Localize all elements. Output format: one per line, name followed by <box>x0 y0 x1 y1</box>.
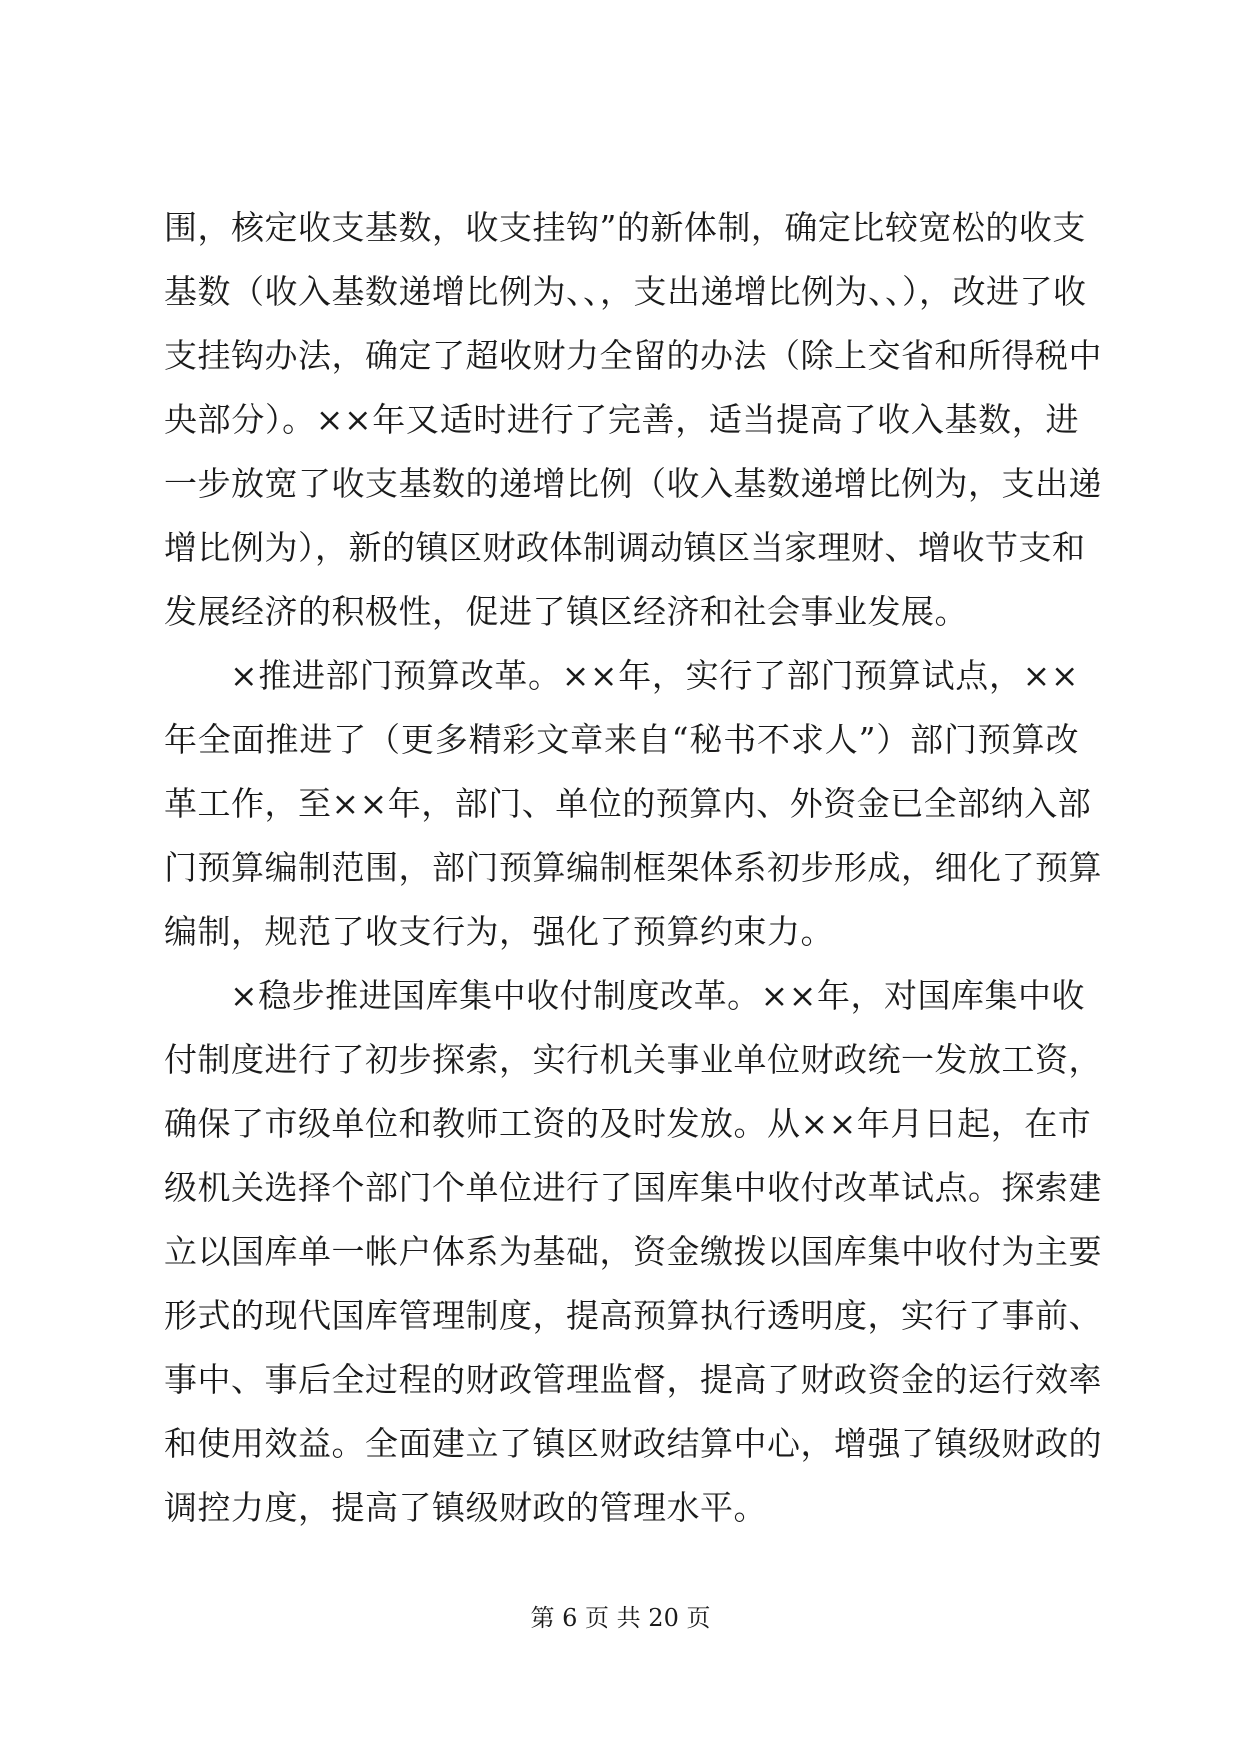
text-line: 形式的现代国库管理制度，提高预算执行透明度，实行了事前、 <box>164 1296 1102 1335</box>
text-line: 事中、事后全过程的财政管理监督，提高了财政资金的运行效率 <box>164 1360 1102 1399</box>
text-line: 支挂钩办法，确定了超收财力全留的办法（除上交省和所得税中 <box>164 336 1102 375</box>
document-body <box>164 196 1102 1540</box>
text-line: 编制，规范了收支行为，强化了预算约束力。 <box>164 912 834 951</box>
text-line: 级机关选择个部门个单位进行了国库集中收付改革试点。探索建 <box>164 1168 1102 1207</box>
text-line: 发展经济的积极性，促进了镇区经济和社会事业发展。 <box>164 592 968 631</box>
paragraph-3 <box>164 964 1102 1540</box>
text-line: 年全面推进了（更多精彩文章来自“秘书不求人”）部门预算改 <box>164 720 1079 759</box>
text-line: 围，核定收支基数，收支挂钩”的新体制，确定比较宽松的收支 <box>164 208 1086 247</box>
text-line: 一步放宽了收支基数的递增比例（收入基数递增比例为，支出递 <box>164 464 1102 503</box>
text-line: 门预算编制范围，部门预算编制框架体系初步形成，细化了预算 <box>164 848 1102 887</box>
text-line: ×稳步推进国库集中收付制度改革。××年，对国库集中收 <box>230 976 1085 1015</box>
paragraph-1 <box>164 196 1102 644</box>
paragraph-2 <box>164 644 1102 964</box>
text-line: 革工作，至××年，部门、单位的预算内、外资金已全部纳入部 <box>164 784 1092 823</box>
text-line: 央部分）。××年又适时进行了完善，适当提高了收入基数，进 <box>164 400 1079 439</box>
text-line: 增比例为），新的镇区财政体制调动镇区当家理财、增收节支和 <box>164 528 1086 567</box>
page-number-footer: 第 6 页 共 20 页 <box>530 1604 711 1632</box>
text-line: 确保了市级单位和教师工资的及时发放。从××年月日起，在市 <box>164 1104 1092 1143</box>
text-line: 付制度进行了初步探索，实行机关事业单位财政统一发放工资， <box>164 1040 1102 1079</box>
text-line: ×推进部门预算改革。××年，实行了部门预算试点，×× <box>230 656 1079 695</box>
text-line: 调控力度，提高了镇级财政的管理水平。 <box>164 1488 767 1527</box>
text-line: 和使用效益。全面建立了镇区财政结算中心，增强了镇级财政的 <box>164 1424 1102 1463</box>
text-line: 立以国库单一帐户体系为基础，资金缴拨以国库集中收付为主要 <box>164 1232 1102 1271</box>
text-line: 基数（收入基数递增比例为、、，支出递增比例为、、），改进了收 <box>164 272 1087 311</box>
